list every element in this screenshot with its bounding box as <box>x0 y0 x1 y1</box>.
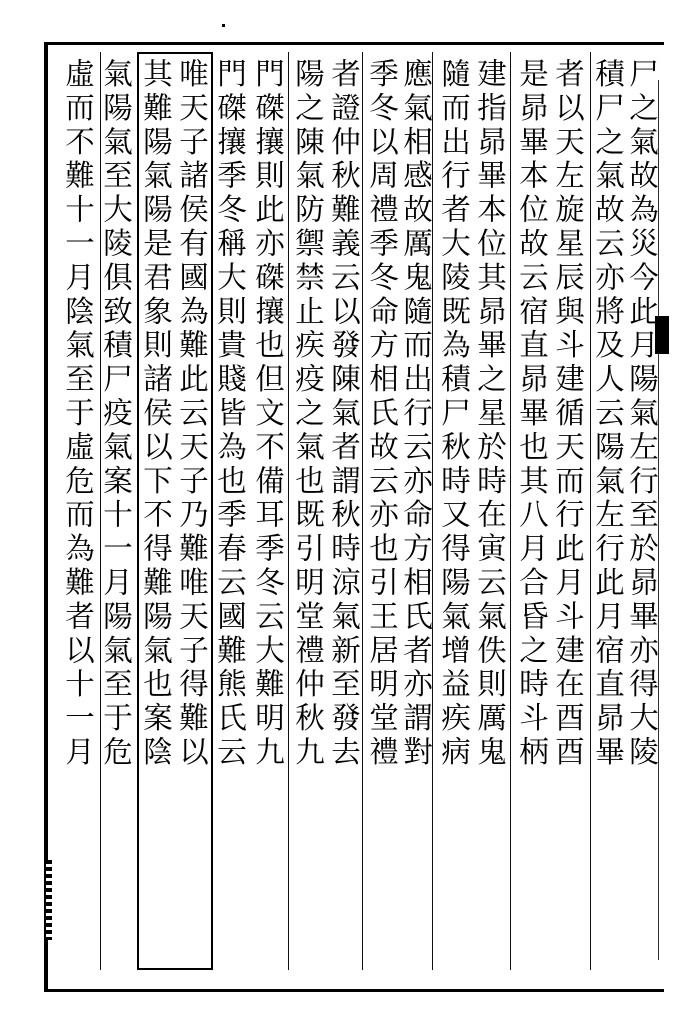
text-column: 應氣相感故厲鬼隨而出行云亦命方相氏者亦謂對 <box>399 58 433 770</box>
text-column: 積尸之氣故云亦將及人云陽氣左行此月宿直昴畢 <box>591 58 625 770</box>
text-column: 門磔攘則此亦磔攘也但文不備耳季冬云大難明九 <box>251 58 285 770</box>
column-rule <box>510 52 511 970</box>
text-column: 尸之氣故為災今此月陽氣左行至於昴畢亦得大陵 <box>625 58 659 770</box>
text-column: 者以天左旋星辰與斗建循天而行此月斗建在酉酉 <box>551 58 585 770</box>
text-column: 隨而出行者大陵既為積尸秋時又得陽氣增益疾病 <box>437 58 471 770</box>
text-column: 其難陽氣陽是君象則諸侯以下不得難陽氣也案陰 <box>139 58 173 770</box>
text-column: 建指昴畢本位其昴畢之星於時在寅云氣佚則厲鬼 <box>473 58 507 770</box>
text-column: 門磔攘季冬稱大則貴賤皆為也季春云國難熊氏云 <box>213 58 247 770</box>
text-column: 氣陽氣至大陵俱致積尸疫氣案十一月陽氣至于危 <box>99 58 133 770</box>
text-column: 虛而不難十一月陰氣至于虛危而為難者以十一月 <box>61 58 95 770</box>
text-column: 唯天子諸侯有國為難此云天子乃難唯天子得難以 <box>175 58 209 770</box>
text-column: 陽之陳氣防禦禁止疾疫之氣也既引明堂禮仲秋九 <box>291 58 325 770</box>
edge-marks <box>46 860 52 940</box>
text-column: 季冬以周禮季冬命方相氏故云亦也引王居明堂禮 <box>365 58 399 770</box>
text-column: 者證仲秋難義云以發陳氣者謂秋時涼氣新至發去 <box>327 58 361 770</box>
column-rule <box>362 52 363 970</box>
text-column: 是昴畢本位故云宿直昴畢也其八月合昏之時斗柄 <box>515 58 549 770</box>
ink-speck <box>222 24 225 27</box>
column-rule <box>288 52 289 970</box>
